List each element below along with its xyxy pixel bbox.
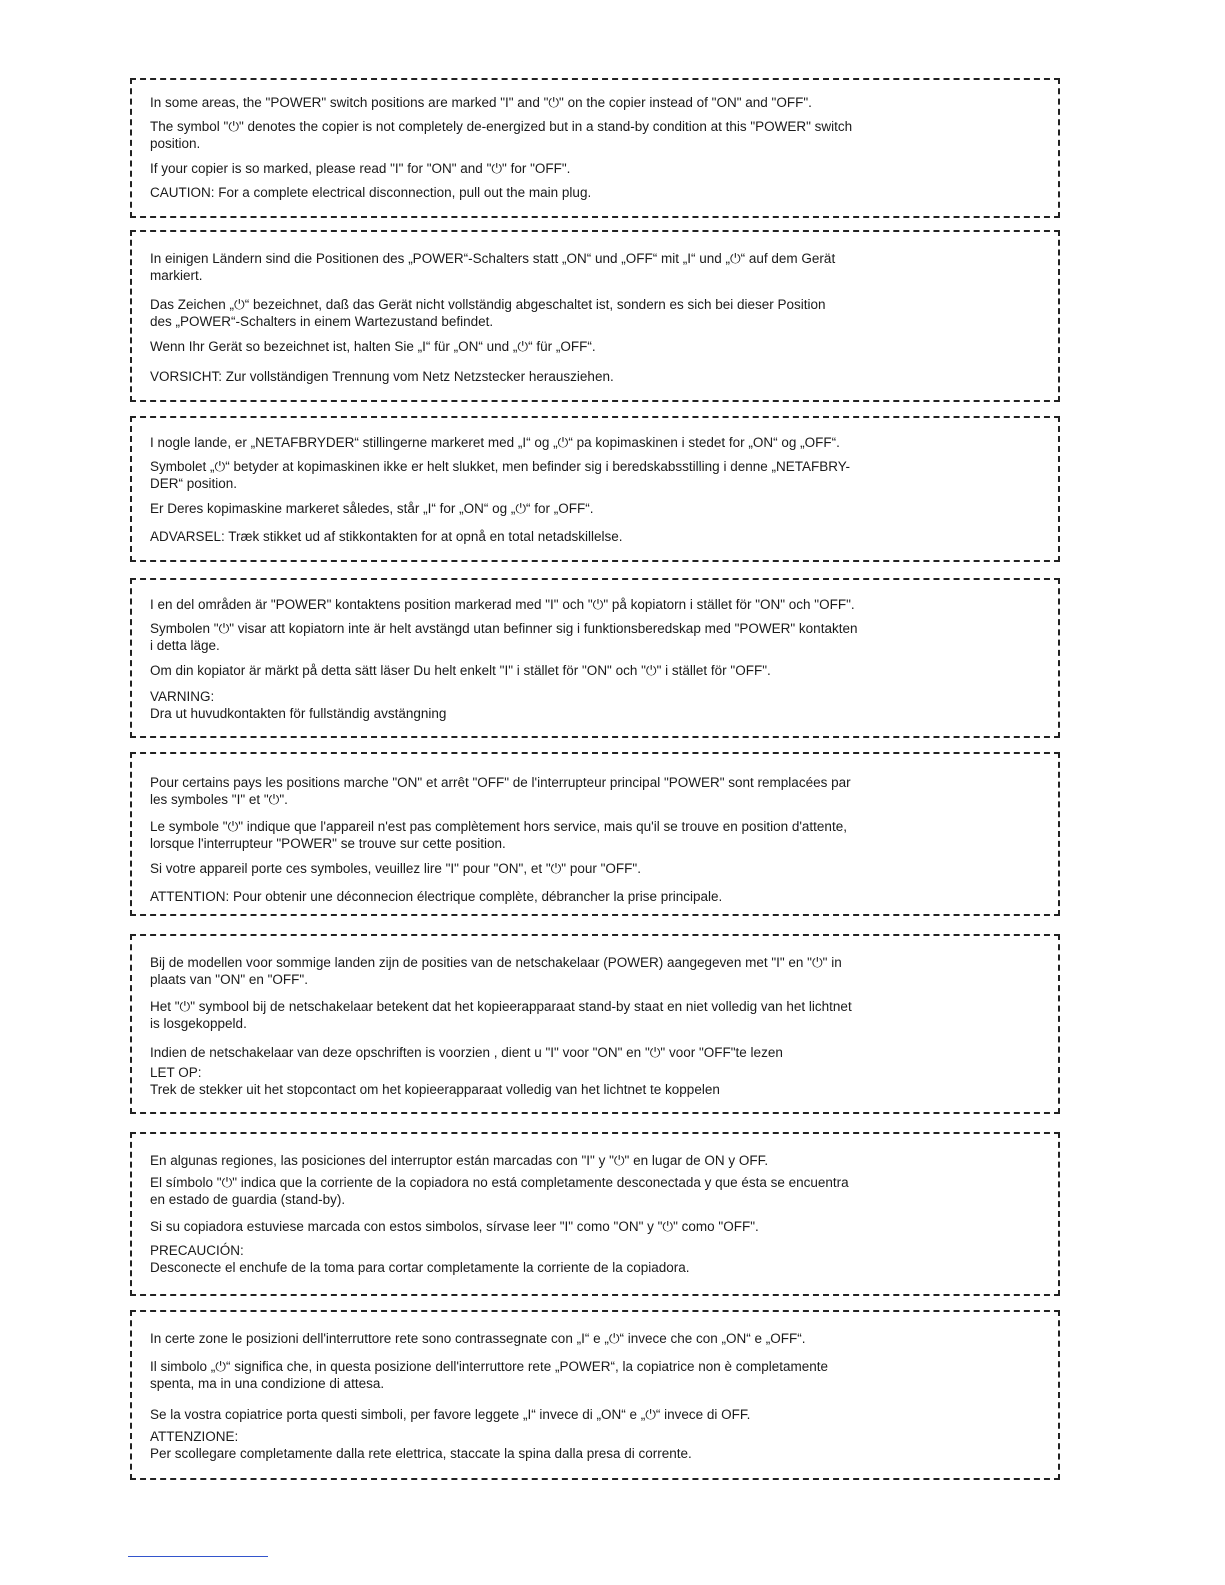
text-line: Het "⏻" symbool bij de netschakelaar betekent dat het kopieerapparaat stand-by staat en niet volledig van het lichtnet [150,999,852,1014]
text-line: In certe zone le posizioni dell'interruttore rete sono contrassegnate con „I“ e „⏻“ invece che con „ON“ e „OFF“. [150,1331,806,1346]
text-line: Symbolet „⏻“ betyder at kopimaskinen ikke er helt slukket, men befinder sig i beredskabsstilling i denne „NETAFBRY- [150,459,850,474]
text-line: des „POWER“-Schalters in einem Wartezustand befindet. [150,314,494,329]
paragraph [150,118,1048,152]
paragraph [150,500,1048,517]
paragraph [150,434,1048,451]
paragraph [150,860,1048,877]
text-line: Er Deres kopimaskine markeret således, står „I“ for „ON“ og „⏻“ for „OFF“. [150,501,594,516]
paragraph [150,620,1048,654]
text-line: Per scollegare completamente dalla rete elettrica, staccate la spina dalla presa di corrente. [150,1446,692,1461]
paragraph [150,94,1048,111]
paragraph [150,160,1048,177]
notice-box-english [130,78,1060,218]
text-line: Dra ut huvudkontakten för fullständig avstängning [150,706,447,721]
text-line: Desconecte el enchufe de la toma para cortar completamente la corriente de la copiadora. [150,1260,690,1275]
paragraph [150,458,1048,492]
notice-box-italian [130,1310,1060,1480]
paragraph [150,596,1048,613]
text-line: En algunas regiones, las posiciones del interruptor están marcadas con "I" y "⏻" en lugar de ON y OFF. [150,1153,769,1168]
text-line: Si votre appareil porte ces symboles, veuillez lire "I" pour "ON", et "⏻" pour "OFF". [150,861,641,876]
notice-box-french [130,752,1060,916]
paragraph [150,368,1048,385]
paragraph [150,1330,1048,1347]
text-line: spenta, ma in una condizione di attesa. [150,1376,385,1391]
text-line: PRECAUCIÓN: [150,1243,244,1258]
text-line: markiert. [150,268,203,283]
text-line: is losgekoppeld. [150,1016,247,1031]
notice-box-german [130,230,1060,402]
text-line: If your copier is so marked, please read "I" for "ON" and "⏻" for "OFF". [150,161,571,176]
text-line: ATTENTION: Pour obtenir une déconnecion électrique complète, débrancher la prise principale. [150,889,723,904]
notice-box-spanish [130,1132,1060,1296]
text-line: position. [150,136,201,151]
text-line: I nogle lande, er „NETAFBRYDER“ stillingerne markeret med „I“ og „⏻“ pa kopimaskinen i stedet for „ON“ og „OFF“. [150,435,840,450]
paragraph [150,1174,1048,1208]
paragraph [150,662,1048,679]
text-line: DER“ position. [150,476,238,491]
paragraph [150,338,1048,355]
text-line: i detta läge. [150,638,220,653]
paragraph [150,1406,1048,1423]
text-line: Das Zeichen „⏻“ bezeichnet, daß das Gerät nicht vollständig abgeschaltet ist, sondern es sich bei dieser Position [150,297,826,312]
text-line: ADVARSEL: Træk stikket ud af stikkontakten for at opnå en total netadskillelse. [150,529,623,544]
paragraph [150,688,1048,722]
text-line: les symboles "I" et "⏻". [150,792,288,807]
text-line: CAUTION: For a complete electrical disconnection, pull out the main plug. [150,185,592,200]
text-line: VORSICHT: Zur vollständigen Trennung vom Netz Netzstecker herausziehen. [150,369,614,384]
notice-box-dutch [130,934,1060,1114]
text-line: I en del områden är "POWER" kontaktens position markerad med "I" och "⏻" på kopiatorn i stället för "ON" och "OFF". [150,597,855,612]
paragraph [150,1064,1048,1098]
text-line: Wenn Ihr Gerät so bezeichnet ist, halten Sie „I“ für „ON“ und „⏻“ für „OFF“. [150,339,596,354]
paragraph [150,1242,1048,1276]
text-line: Indien de netschakelaar van deze opschriften is voorzien , dient u "I" voor "ON" en "⏻" voor "OFF"te lezen [150,1045,783,1060]
text-line: VARNING: [150,689,215,704]
paragraph [150,818,1048,852]
text-line: The symbol "⏻" denotes the copier is not completely de-energized but in a stand-by condition at this "POWER" switch [150,119,853,134]
text-line: lorsque l'interrupteur "POWER" se trouve sur cette position. [150,836,506,851]
paragraph [150,1218,1048,1235]
text-line: Symbolen "⏻" visar att kopiatorn inte är helt avstängd utan befinner sig i funktionsberedskap med "POWER" kontakten [150,621,858,636]
paragraph [150,296,1048,330]
paragraph [150,250,1048,284]
paragraph [150,528,1048,545]
text-line: ATTENZIONE: [150,1429,239,1444]
text-line: Se la vostra copiatrice porta questi simboli, per favore leggete „I“ invece di „ON“ e „⏻“ invece di OFF. [150,1407,751,1422]
text-line: In einigen Ländern sind die Positionen des „POWER“-Schalters statt „ON“ und „OFF“ mit „I“ und „⏻“ auf dem Gerät [150,251,836,266]
text-line: Pour certains pays les positions marche "ON" et arrêt "OFF" de l'interrupteur principal "POWER" sont remplacées par [150,775,851,790]
notice-box-danish [130,416,1060,562]
paragraph [150,998,1048,1032]
text-line: In some areas, the "POWER" switch positions are marked "I" and "⏻" on the copier instead of "ON" and "OFF". [150,95,812,110]
paragraph [150,1044,1048,1061]
paragraph [150,954,1048,988]
text-line: Om din kopiator är märkt på detta sätt läser Du helt enkelt "I" i stället för "ON" och "⏻" i stället för "OFF". [150,663,771,678]
paragraph [150,888,1048,905]
text-line: Il simbolo „⏻“ significa che, in questa posizione dell'interruttore rete „POWER“, la copiatrice non è completamente [150,1359,829,1374]
text-line: Bij de modellen voor sommige landen zijn de posities van de netschakelaar (POWER) aangegeven met "I" en "⏻" in [150,955,842,970]
text-line: LET OP: [150,1065,202,1080]
text-line: Trek de stekker uit het stopcontact om het kopieerapparaat volledig van het lichtnet te koppelen [150,1082,720,1097]
text-line: en estado de guardia (stand-by). [150,1192,346,1207]
notice-box-swedish [130,578,1060,738]
text-line: Le symbole "⏻" indique que l'appareil n'est pas complètement hors service, mais qu'il se trouve en position d'attente, [150,819,847,834]
paragraph [150,1152,1048,1169]
paragraph [150,184,1048,201]
text-line: El símbolo "⏻" indica que la corriente de la copiadora no está completamente desconectada y que ésta se encuentra [150,1175,849,1190]
footer-rule [128,1556,268,1557]
paragraph [150,774,1048,808]
text-line: Si su copiadora estuviese marcada con estos simbolos, sírvase leer "I" como "ON" y "⏻" como "OFF". [150,1219,759,1234]
paragraph [150,1428,1048,1462]
text-line: plaats van "ON" en "OFF". [150,972,308,987]
paragraph [150,1358,1048,1392]
